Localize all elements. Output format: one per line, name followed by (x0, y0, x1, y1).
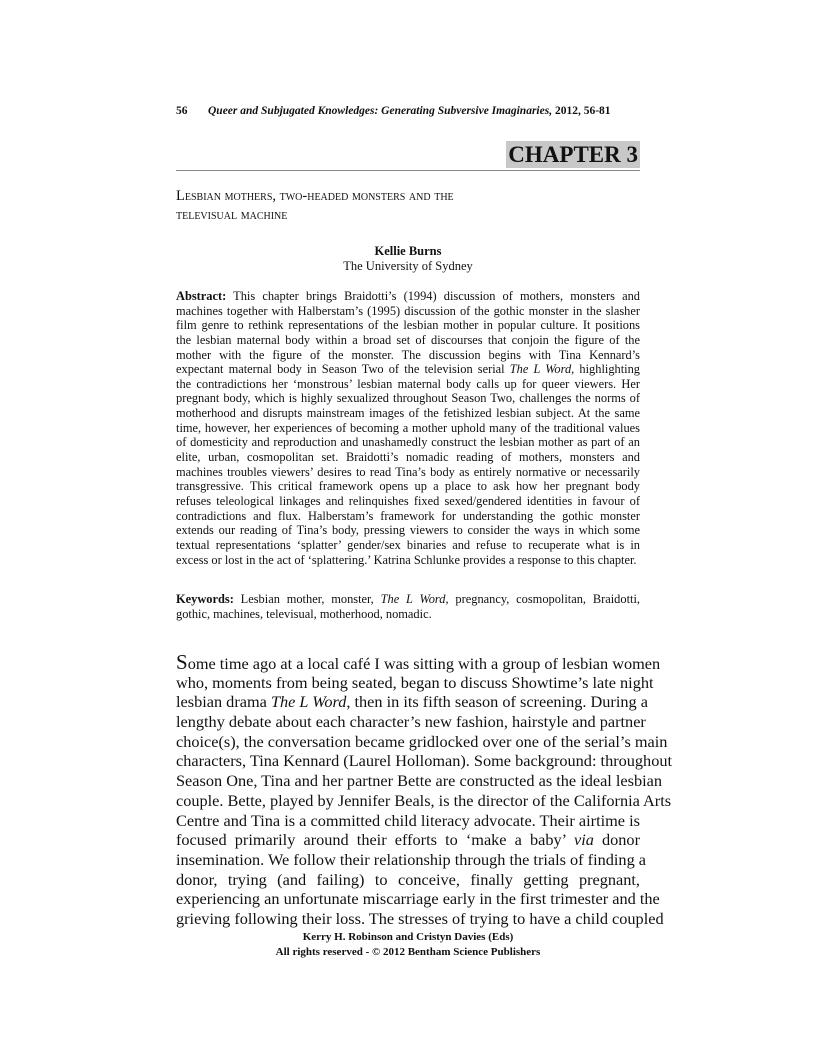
text-segment: mother with the figure of the monster. The discussion begins with Tina Kennard’s (176, 347, 640, 362)
text-line (176, 692, 648, 712)
text-segment: highlighting (574, 362, 640, 377)
text-line (176, 908, 664, 929)
text-segment: film genre to rethink representations of the lesbian mother in popular culture. It positions (176, 318, 640, 333)
author-affiliation: The University of Sydney (343, 259, 473, 273)
journal-title: Queer and Subjugated Knowledges: Generating Subversive Imaginaries, (208, 105, 553, 117)
text-line (176, 435, 640, 450)
copyright-line: All rights reserved - © 2012 Bentham Science Publishers (275, 946, 541, 958)
text-line (176, 830, 640, 850)
text-segment: of domesticity and reproduction and unashamedly construct the lesbian mother as part of an (176, 435, 640, 450)
text-line (176, 421, 640, 436)
italic-text: via (574, 830, 594, 850)
text-segment: machines together with Halberstam’s (1995) discussion of the gothic monster in the slasher (176, 303, 640, 318)
text-line (176, 509, 640, 524)
chapter-title (176, 187, 454, 225)
text-segment: couple. Bette, played by Jennifer Beals, is the director of the California Arts (176, 790, 672, 810)
text-segment: insemination. We follow their relationship through the trials of finding a (176, 849, 647, 869)
text-segment: the lesbian maternal body within a broad set of discourses that conjoin the figure of the (176, 332, 640, 347)
text-line (176, 479, 640, 494)
text-line (176, 849, 647, 870)
text-segment: pregnancy, cosmopolitan, Braidotti, (448, 592, 641, 606)
text-segment: expectant maternal body in Season Two of the television serial (176, 362, 510, 377)
chapter-label: CHAPTER 3 (508, 142, 638, 167)
text-line (176, 318, 640, 333)
text-segment: refuses teleological linkages and relinquishes fixed sexed/gendered identities in favour of (176, 493, 640, 508)
text-segment: Season One, Tina and her partner Bette are constructed as the ideal lesbian (176, 771, 663, 791)
text-segment: focused primarily around their efforts to ‘make a baby’ (176, 830, 574, 850)
text-segment: contradictions and flux. Halberstam’s framework for understanding the gothic monster (176, 508, 640, 523)
keywords (176, 592, 640, 621)
abstract (176, 289, 640, 567)
page-footer (176, 930, 640, 960)
text-line (176, 304, 640, 319)
author-name: Kellie Burns (374, 244, 442, 258)
text-segment: who, moments from being seated, began to discuss Showtime’s late night (176, 672, 654, 692)
text-line (176, 538, 640, 553)
header-rule (176, 170, 640, 171)
text-segment: motherhood and disrupts mainstream images of the fetishized lesbian subject. At the same (176, 406, 640, 421)
italic-text: The L Word, (509, 362, 575, 377)
text-line (176, 377, 640, 392)
text-line (176, 607, 640, 622)
text-segment: the contradictions her ‘monstrous’ lesbian maternal body calls up for queer viewers. Her (176, 376, 640, 391)
text-line (176, 790, 672, 811)
text-segment: donor, trying (and failing) to conceive, finally getting pregnant, (176, 869, 640, 889)
text-segment: excess or lost in the act of ‘splattering.’ Katrina Schlunke provides a response to this chapter. (176, 552, 637, 567)
text-segment: transgressive. This critical framework opens up a place to ask how her pregnant body (176, 479, 640, 494)
text-line (176, 870, 640, 890)
text-line (176, 731, 668, 752)
chapter-title-line: Lesbian mothers, two-headed monsters and the (176, 188, 454, 204)
italic-text: The L Word (270, 692, 347, 712)
text-segment: machines troubles viewers’ desires to read Tina’s body as entirely normative or necessarily (176, 464, 640, 479)
text-segment: choice(s), the conversation became gridlocked over one of the serial’s main (176, 731, 668, 751)
text-segment: lengthy debate about each character’s new fashion, hairstyle and partner (176, 712, 646, 732)
label-text: Abstract: (176, 289, 227, 303)
text-line (176, 333, 640, 348)
text-line (176, 553, 640, 568)
text-line (176, 362, 640, 377)
text-line (176, 289, 640, 304)
page-number: 56 (176, 105, 188, 117)
text-segment: grieving following their loss. The stresses of trying to have a child coupled (176, 908, 664, 928)
text-segment: characters, Tina Kennard (Laurel Holloman). Some background: throughout (176, 751, 672, 771)
text-line (176, 348, 640, 363)
text-segment: , then in its fifth season of screening. During a (346, 692, 648, 712)
text-segment: gothic, machines, televisual, motherhood, nomadic. (176, 606, 432, 621)
text-line (176, 523, 640, 538)
text-line (176, 592, 640, 607)
text-line (176, 672, 654, 693)
text-segment: Lesbian mother, monster, (233, 592, 381, 606)
text-line (176, 450, 640, 465)
text-line (176, 391, 640, 406)
text-line (176, 811, 640, 831)
body-text (176, 650, 672, 929)
text-line (176, 751, 672, 771)
text-line (176, 712, 646, 732)
text-segment: donor (593, 830, 640, 850)
text-segment: experiencing an unfortunate miscarriage early in the first trimester and the (176, 889, 660, 909)
text-segment: extends our reading of Tina’s body, pressing viewers to consider the ways in which some (176, 523, 640, 538)
chapter-title-line: televisual machine (176, 207, 288, 223)
text-segment: ome time ago at a local café I was sitting with a group of lesbian women (187, 654, 661, 673)
text-segment: This chapter brings Braidotti’s (1994) discussion of mothers, monsters and (226, 289, 640, 303)
text-line (176, 494, 640, 509)
text-line (176, 406, 640, 421)
text-segment: elite, urban, cosmopolitan set. Braidotti’s nomadic reading of mothers, monsters and (176, 450, 640, 465)
text-line (176, 889, 660, 909)
italic-text: The L Word, (380, 592, 449, 606)
text-segment: textual representations ‘splatter’ gender/sex binaries and refuse to recuperate what is in (176, 537, 640, 552)
label-text: Keywords: (176, 592, 234, 606)
text-segment: S (176, 650, 188, 674)
text-segment: pregnant body, which is highly sexualized throughout Season Two, challenges the norms of (176, 391, 640, 406)
journal-info: 2012, 56-81 (552, 105, 611, 117)
text-segment: Centre and Tina is a committed child literacy advocate. Their airtime is (176, 810, 640, 830)
text-line (176, 465, 640, 480)
text-line (176, 771, 663, 791)
text-line (176, 650, 661, 674)
text-segment: lesbian drama (176, 692, 271, 712)
editors-line: Kerry H. Robinson and Cristyn Davies (Eds) (302, 931, 514, 943)
running-head (176, 105, 611, 117)
text-segment: time, however, her experiences of becoming a mother uphold many of the traditional values (176, 420, 640, 435)
